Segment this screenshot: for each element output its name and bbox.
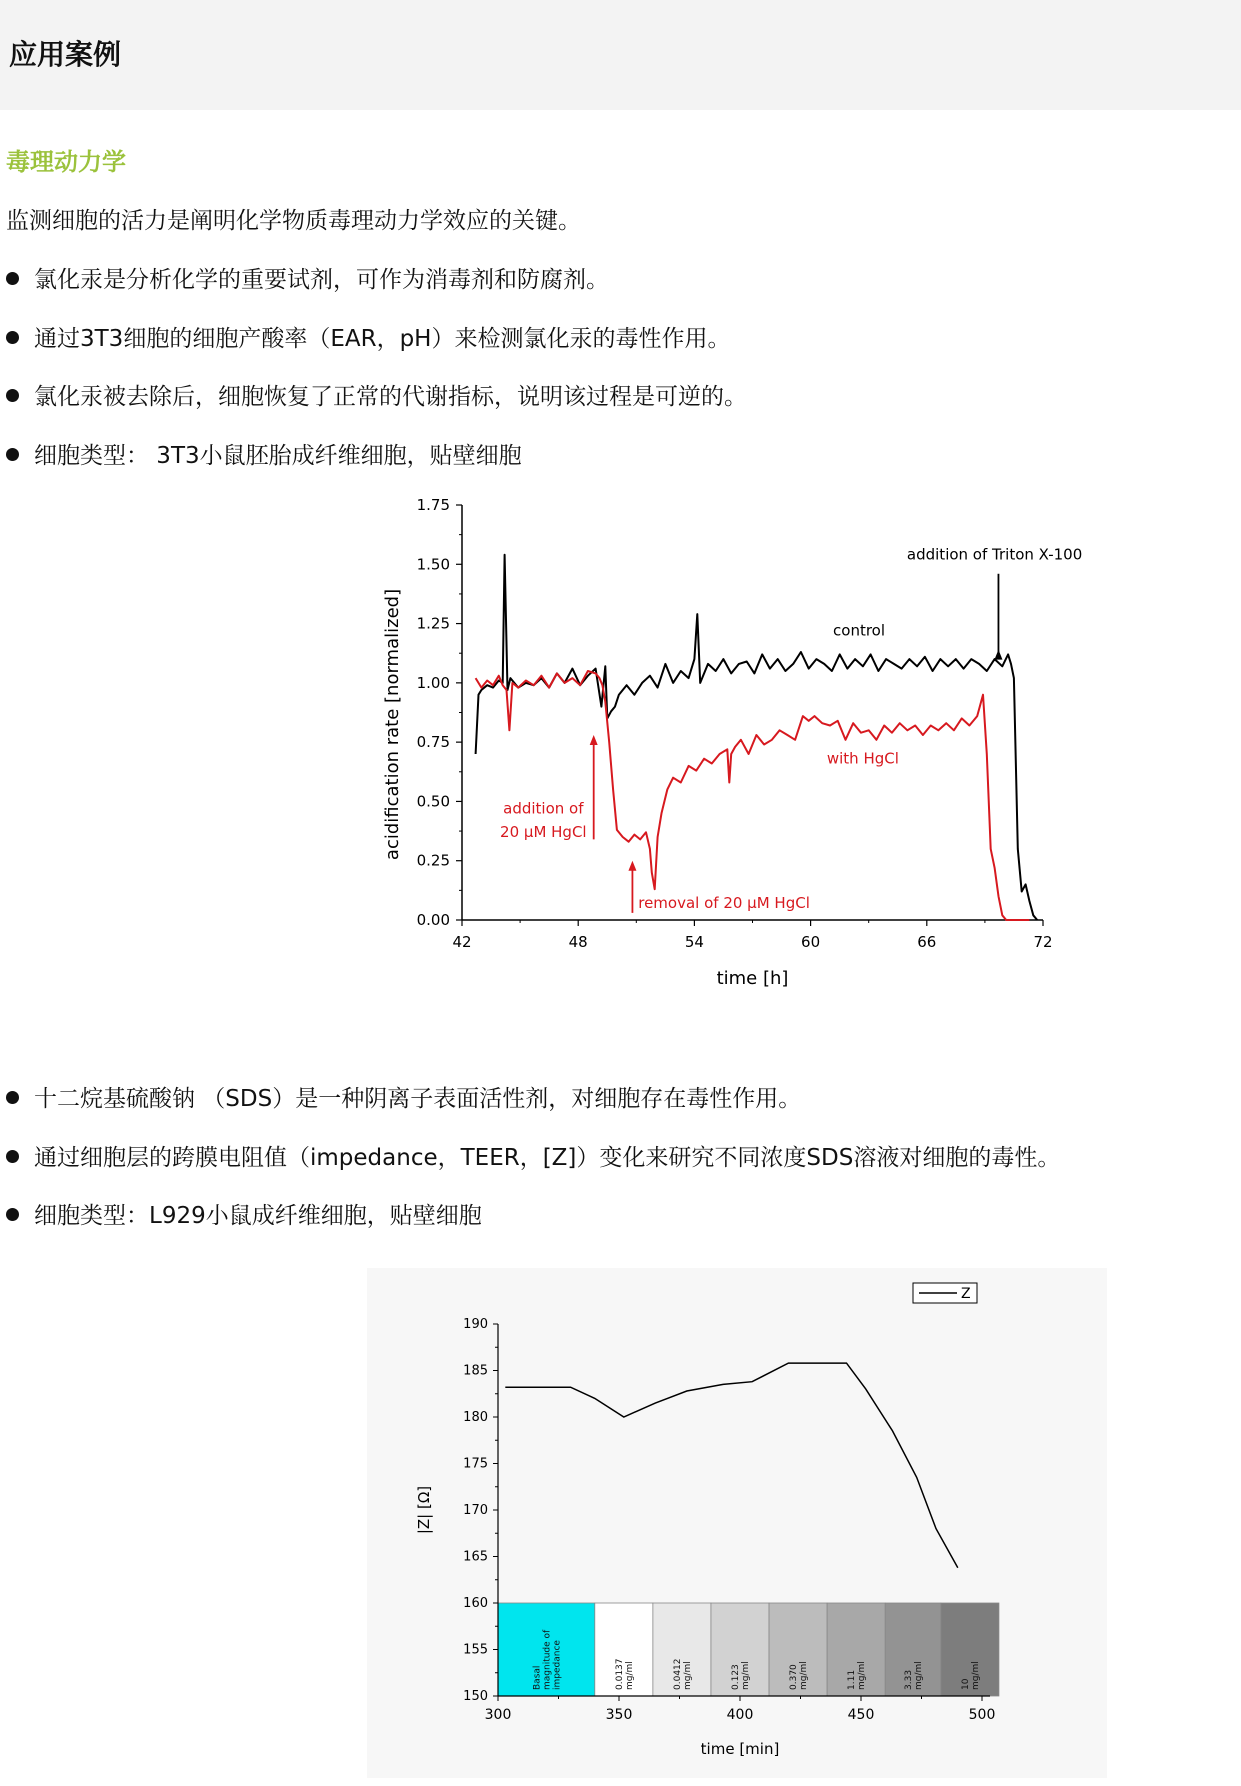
band-label-text: 1.11 <box>847 1669 858 1690</box>
x-tick-label: 66 <box>917 933 937 951</box>
list-item <box>6 261 609 294</box>
band-label <box>673 1659 693 1691</box>
y-tick-label: 0.00 <box>416 911 450 929</box>
band-label-text: mg/ml <box>624 1661 635 1690</box>
band-label-text: 0.370 <box>789 1664 800 1690</box>
y-tick-label: 165 <box>463 1549 488 1565</box>
triton-arrow-head <box>994 650 1002 660</box>
band-label-text: mg/ml <box>857 1661 868 1690</box>
control-label: control <box>833 621 886 640</box>
list-item <box>6 1080 801 1113</box>
list-item <box>6 1197 482 1230</box>
y-tick-label: 170 <box>463 1503 488 1518</box>
y-tick-label: 1.25 <box>416 614 450 633</box>
band-label <box>731 1661 751 1690</box>
x-tick-label: 400 <box>726 1707 754 1723</box>
hgcl-series-line <box>476 671 1030 920</box>
x-tick-label: 54 <box>684 933 704 951</box>
y-tick-label: 180 <box>463 1410 488 1425</box>
addition-label-line1: addition of <box>503 799 584 818</box>
y-tick-label: 1.00 <box>416 673 450 692</box>
list-item <box>6 1139 1060 1172</box>
y-tick-label: 155 <box>463 1642 488 1658</box>
band-label-text: mg/ml <box>970 1661 981 1690</box>
band-label-text: 0.0412 <box>672 1658 683 1690</box>
list-item <box>6 320 730 353</box>
x-tick-label: 500 <box>968 1707 996 1723</box>
bullet-icon <box>6 331 19 344</box>
band-label-text: 3.33 <box>904 1669 915 1690</box>
bullet-icon <box>6 1150 19 1163</box>
band-label-text: mg/ml <box>914 1661 925 1690</box>
y-tick-label: 1.50 <box>416 555 450 574</box>
x-tick-label: 60 <box>801 933 821 951</box>
page-header <box>0 0 1241 110</box>
band-label-text: impedance <box>552 1640 563 1690</box>
legend-label: Z <box>961 1286 971 1302</box>
list-item-text: 氯化汞是分析化学的重要试剂，可作为消毒剂和防腐剂。 <box>34 267 609 293</box>
hgcl-label: with HgCl <box>826 749 899 768</box>
bullet-icon <box>6 272 19 285</box>
band-label-text: 10 <box>960 1678 971 1690</box>
y-tick-label: 150 <box>463 1689 488 1704</box>
band-label-text: magnitude of <box>542 1629 553 1690</box>
section-title: 毒理动力学 <box>6 148 126 176</box>
list-item-text: 通过细胞层的跨膜电阻值（impedance，TEER，[Z]）变化来研究不同浓度SDS溶液对细胞的毒性。 <box>34 1145 1061 1171</box>
impedance-chart <box>367 1268 1107 1778</box>
band-label-text: mg/ml <box>799 1661 810 1690</box>
y-tick-label: 160 <box>463 1596 488 1611</box>
bullet-icon <box>6 1091 19 1104</box>
x-tick-label: 42 <box>452 933 472 951</box>
y-axis-label: |Z| [Ω] <box>415 1485 433 1535</box>
bullet-icon <box>6 389 19 402</box>
list-item-text: 氯化汞被去除后，细胞恢复了正常的代谢指标，说明该过程是可逆的。 <box>34 384 747 410</box>
band-label <box>789 1661 809 1690</box>
bullet-icon <box>6 1208 19 1221</box>
x-tick-label: 72 <box>1033 933 1053 951</box>
list-item-text: 细胞类型：L929小鼠成纤维细胞，贴壁细胞 <box>34 1203 482 1229</box>
bullet-icon <box>6 448 19 461</box>
band-label-text: 0.123 <box>731 1664 741 1690</box>
band-label-text: Basal <box>532 1665 543 1690</box>
addition-label-line2: 20 μM HgCl <box>500 823 587 841</box>
list-item <box>6 378 747 411</box>
band-label-text: mg/ml <box>741 1661 751 1690</box>
y-tick-label: 1.75 <box>416 496 450 514</box>
x-tick-label: 350 <box>605 1707 633 1723</box>
x-axis-label: time [h] <box>716 968 789 989</box>
list-item-text: 通过3T3细胞的细胞产酸率（EAR，pH）来检测氯化汞的毒性作用。 <box>34 326 731 352</box>
section-intro: 监测细胞的活力是阐明化学物质毒理动力学效应的关键。 <box>6 208 581 234</box>
y-tick-label: 175 <box>463 1456 488 1472</box>
removal-label: removal of 20 μM HgCl <box>638 894 810 913</box>
x-axis-label: time [min] <box>700 1740 780 1758</box>
y-axis-label: acidification rate [normalized] <box>382 588 403 861</box>
band-label-text: mg/ml <box>682 1661 693 1690</box>
y-tick-label: 190 <box>463 1317 488 1332</box>
triton-label: addition of Triton X-100 <box>906 545 1083 564</box>
x-tick-label: 48 <box>568 933 588 951</box>
page-title: 应用案例 <box>9 38 122 71</box>
list-item-text: 十二烷基硫酸钠 （SDS）是一种阴离子表面活性剂，对细胞存在毒性作用。 <box>34 1086 802 1112</box>
removal-arrow-head <box>628 861 636 871</box>
y-tick-label: 0.50 <box>416 792 450 811</box>
band-label <box>615 1659 635 1691</box>
y-tick-label: 185 <box>463 1363 488 1379</box>
y-tick-label: 0.75 <box>416 733 450 752</box>
list-item <box>6 437 522 470</box>
list-item-text: 细胞类型： 3T3小鼠胚胎成纤维细胞，贴壁细胞 <box>34 443 522 469</box>
x-tick-label: 300 <box>484 1707 512 1723</box>
x-tick-label: 450 <box>847 1707 875 1723</box>
addition-arrow-head <box>590 735 598 745</box>
acidification-chart <box>370 490 1090 1010</box>
band-label-text: 0.0137 <box>614 1658 625 1690</box>
y-tick-label: 0.25 <box>416 851 450 870</box>
